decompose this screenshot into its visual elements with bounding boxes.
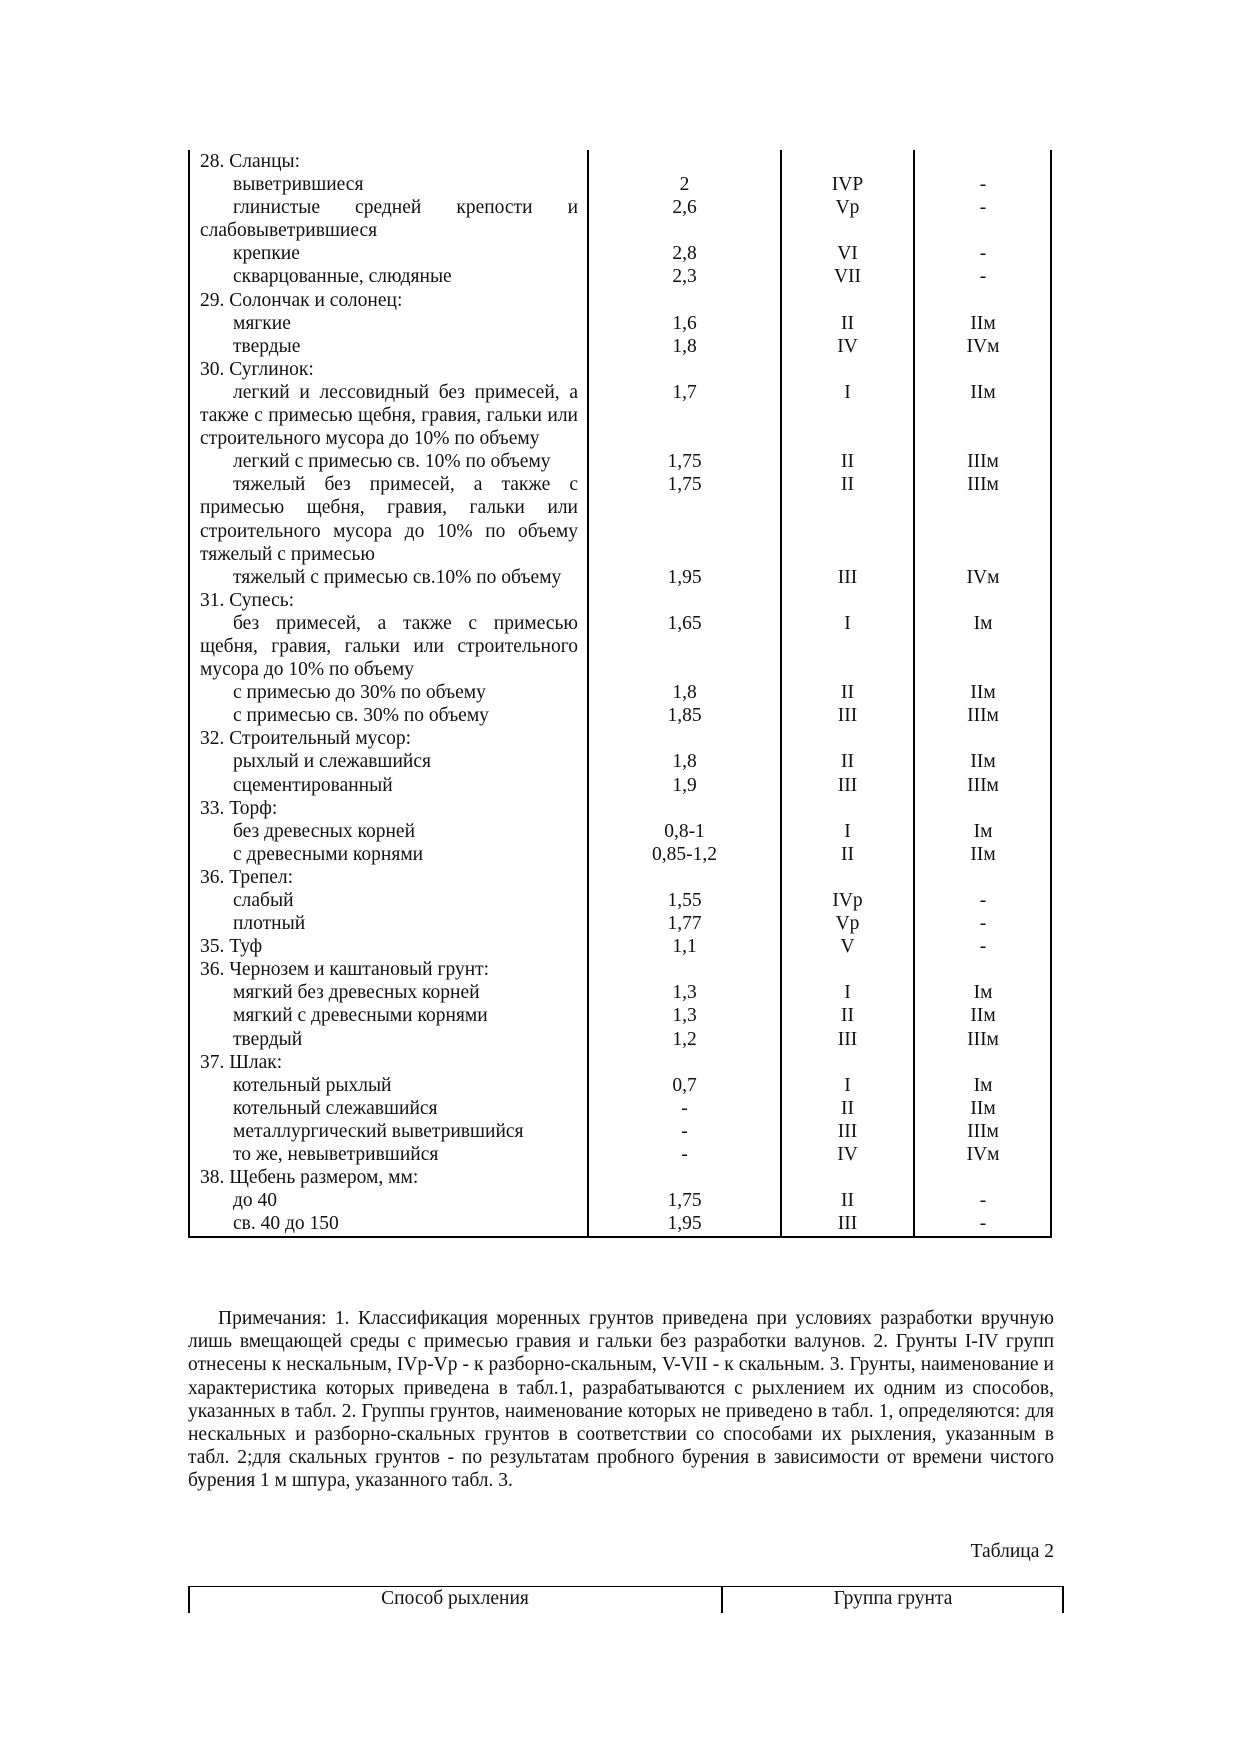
density-cell (588, 289, 781, 312)
density-cell: 0,7 (672, 1074, 697, 1096)
soil-name-cell: 32. Строительный мусор: (200, 728, 412, 750)
soil-classification-table (188, 150, 1052, 1235)
group-cell: II (841, 474, 854, 496)
soil-name-cell: твердый (233, 1028, 303, 1050)
table-row (188, 1004, 1052, 1027)
group-cell: II (841, 312, 854, 334)
group-m-cell: IIм (970, 843, 996, 865)
group-cell: III (837, 705, 858, 727)
group-cell: III (837, 1120, 858, 1142)
density-cell (588, 589, 781, 612)
density-cell: 1,75 (667, 474, 702, 496)
group-cell (781, 289, 914, 312)
density-cell (588, 358, 781, 381)
group-cell: II (841, 843, 854, 865)
group-m-cell (914, 1051, 1052, 1074)
soil-name-cell: мягкий с древесными корнями (233, 1005, 488, 1027)
group-m-cell: IIм (970, 1005, 996, 1027)
table-body (188, 150, 1052, 1235)
density-cell: 1,95 (667, 566, 702, 588)
table-row (188, 1074, 1052, 1097)
table-row (188, 797, 1052, 820)
group-m-cell: - (979, 243, 987, 265)
group-m-cell: IIм (970, 682, 996, 704)
soil-name-cell: без примесей, а также с примесью щебня, гравия, гальки или строительного мусора до 10% по объему (200, 612, 578, 681)
group-cell: VI (837, 243, 858, 265)
soil-name-cell: плотный (233, 913, 306, 935)
soil-name-cell: скварцованные, слюдяные (233, 266, 452, 288)
table-row (188, 681, 1052, 704)
group-cell (781, 150, 914, 173)
group-cell (781, 958, 914, 981)
table-row (188, 935, 1052, 958)
soil-name-cell: 29. Солончак и солонец: (200, 289, 403, 311)
group-m-cell: Iм (973, 612, 993, 634)
density-cell: 1,3 (672, 982, 697, 1004)
density-cell: 1,8 (672, 682, 697, 704)
group-m-cell: - (979, 197, 987, 219)
group-m-cell (914, 589, 1052, 612)
table-row (188, 820, 1052, 843)
group-cell: II (841, 1005, 854, 1027)
soil-name-cell: 28. Сланцы: (200, 151, 301, 172)
table-row (188, 981, 1052, 1004)
group-m-cell (914, 797, 1052, 820)
group-m-cell: IIIм (967, 1028, 999, 1050)
group-cell: I (844, 1074, 851, 1096)
table-row (188, 1166, 1052, 1189)
group-m-cell: - (979, 890, 987, 911)
table-row (188, 1120, 1052, 1143)
table-row (188, 1189, 1052, 1212)
group-m-cell: IIм (970, 1097, 996, 1119)
soil-name-cell: котельный рыхлый (233, 1074, 392, 1096)
density-cell: 1,77 (667, 913, 702, 935)
group-cell: VII (833, 266, 862, 288)
group-m-cell: - (979, 1190, 987, 1212)
group-m-cell: IIм (970, 751, 996, 773)
group-m-cell: IVм (966, 566, 1000, 588)
group-m-cell (914, 150, 1052, 173)
density-cell (588, 866, 781, 889)
group-cell: I (844, 982, 851, 1004)
table-row (188, 242, 1052, 265)
soil-name-cell: с примесью до 30% по объему (233, 682, 486, 704)
table-row (188, 1143, 1052, 1166)
group-cell: I (844, 381, 851, 403)
density-cell: 1,95 (667, 1213, 702, 1235)
group-m-cell: IIIм (967, 451, 999, 473)
density-cell (588, 727, 781, 750)
table-row (188, 289, 1052, 312)
density-cell (588, 1051, 781, 1074)
density-cell: 1,6 (672, 312, 697, 334)
density-cell (588, 150, 781, 173)
group-m-cell: - (979, 913, 987, 935)
density-cell: 1,85 (667, 705, 702, 727)
soil-name-cell: то же, невыветрившийся (233, 1144, 439, 1166)
table-row (188, 265, 1052, 288)
group-m-cell (914, 1166, 1052, 1189)
group-m-cell: IIIм (967, 474, 999, 496)
soil-name-cell: 35. Туф (200, 936, 263, 958)
density-cell: 1,1 (672, 936, 697, 958)
soil-name-cell: слабый (233, 890, 294, 911)
table-row (188, 473, 1052, 565)
group-cell: I (844, 820, 851, 842)
table-row (188, 958, 1052, 981)
density-cell (588, 1166, 781, 1189)
density-cell: 0,8-1 (664, 820, 705, 842)
table-row (188, 173, 1052, 196)
group-cell (781, 358, 914, 381)
group-m-cell (914, 727, 1052, 750)
soil-name-cell: 37. Шлак: (200, 1051, 283, 1073)
group-cell: V (840, 936, 855, 958)
group-cell (781, 727, 914, 750)
table-2-header (188, 1586, 1064, 1613)
soil-name-cell: 31. Супесь: (200, 589, 295, 611)
soil-name-cell: тяжелый с примесью св.10% по объему (233, 566, 562, 588)
group-m-cell: IIIм (967, 705, 999, 727)
group-cell: II (841, 751, 854, 773)
group-m-cell: - (979, 174, 987, 196)
group-cell: II (841, 451, 854, 473)
group-cell: III (837, 566, 858, 588)
table-row (188, 196, 1052, 242)
group-cell: III (837, 774, 858, 796)
table-row (188, 889, 1052, 912)
group-cell (781, 1166, 914, 1189)
soil-name-cell: св. 40 до 150 (233, 1213, 339, 1235)
soil-name-cell: твердые (233, 335, 301, 357)
density-cell (588, 797, 781, 820)
table-row (188, 704, 1052, 727)
table-row (188, 566, 1052, 589)
group-cell: III (837, 1028, 858, 1050)
table-2-caption: Таблица 2 (970, 1541, 1054, 1562)
soil-name-cell: котельный слежавшийся (233, 1097, 438, 1119)
table-row (188, 381, 1052, 450)
density-cell: 1,9 (672, 774, 697, 796)
density-cell: - (681, 1144, 688, 1166)
density-cell: 1,8 (672, 335, 697, 357)
soil-name-cell: без древесных корней (233, 820, 416, 842)
group-cell: IV (837, 1144, 858, 1166)
group-m-cell (914, 358, 1052, 381)
soil-name-cell: легкий и лессовидный без примесей, а также с примесью щебня, гравия, гальки или строительного мусора до 10% по объему (200, 381, 578, 450)
group-m-cell: IIIм (967, 774, 999, 796)
table-row (188, 843, 1052, 866)
table-row (188, 335, 1052, 358)
group-cell: IVP (831, 174, 864, 196)
group-m-cell: Iм (973, 982, 993, 1004)
soil-name-cell: мягкие (233, 312, 291, 334)
density-cell: 1,3 (672, 1005, 697, 1027)
density-cell: 2,8 (672, 243, 697, 265)
table-row (188, 912, 1052, 935)
soil-name-cell: с древесными корнями (233, 843, 424, 865)
group-cell: II (841, 1097, 854, 1119)
table-row (188, 589, 1052, 612)
table-row (188, 312, 1052, 335)
soil-name-cell: 36. Трепел: (200, 866, 294, 888)
group-m-cell: IVм (966, 1144, 1000, 1166)
soil-name-cell: металлургический выветрившийся (233, 1120, 524, 1142)
density-cell: 0,85-1,2 (652, 843, 717, 865)
density-cell: 1,7 (672, 381, 697, 403)
table-row (188, 866, 1052, 889)
soil-name-cell: мягкий без древесных корней (233, 982, 480, 1004)
group-m-cell: IVм (966, 335, 1000, 357)
group-cell: Vp (835, 197, 860, 219)
soil-name-cell: крепкие (233, 243, 300, 265)
soil-name-cell: легкий с примесью св. 10% по объему (233, 451, 551, 473)
group-cell: Vp (835, 913, 860, 935)
group-m-cell: IIм (970, 312, 996, 334)
group-cell: III (837, 1213, 858, 1235)
density-cell: 1,75 (667, 451, 702, 473)
soil-name-cell: до 40 (233, 1190, 278, 1212)
group-cell (781, 797, 914, 820)
table-row (188, 1051, 1052, 1074)
table-row (188, 612, 1052, 681)
group-m-cell: Iм (973, 1074, 993, 1096)
group-cell: II (841, 1190, 854, 1212)
density-cell: 1,75 (667, 1190, 702, 1212)
soil-name-cell: 33. Торф: (200, 797, 278, 819)
table-row (188, 1028, 1052, 1051)
density-cell: 1,55 (667, 890, 702, 911)
soil-name-cell: выветрившиеся (233, 174, 364, 196)
soil-name-cell: 30. Суглинок: (200, 358, 314, 380)
group-cell (781, 1051, 914, 1074)
group-cell (781, 866, 914, 889)
group-m-cell: IIм (970, 381, 996, 403)
density-cell: 1,65 (667, 612, 702, 634)
density-cell: - (681, 1097, 688, 1119)
group-m-cell (914, 866, 1052, 889)
group-m-cell: - (979, 1213, 987, 1235)
table-row (188, 727, 1052, 750)
table-row (188, 450, 1052, 473)
density-cell: 2 (679, 174, 690, 196)
group-m-cell: - (979, 266, 987, 288)
soil-name-cell: тяжелый без примесей, а также с примесью щебня, гравия, гальки или строительного мусора до 10% по объему тяжелый с примесью (200, 474, 578, 565)
table-notes: Примечания: 1. Классификация моренных грунтов приведена при условиях разработки вручную лишь вмещающей среды с примесью гравия и гальки без разработки валунов. 2. Грунты I-IV групп отнесены к нескальным, IVp-Vp - к разборно-скальным, V-VII - к скальным. 3. Грунты, наименование и характеристика которых приведена в табл.1, разрабатываются с рыхлением их одним из способов, указанных в табл. 2. Группы грунтов, наименование которых не приведено в табл. 1, определяются: для нескальных и разборно-скальных грунтов в соответствии со способами их рыхления, указанным в табл. 2;для скальных грунтов - по результатам пробного бурения в зависимости от времени чистого бурения 1 м шпура, указанного табл. 3. (188, 1308, 1054, 1492)
table-2-col-group: Группа грунта (833, 1588, 953, 1609)
soil-name-cell: рыхлый и слежавшийся (233, 751, 431, 773)
density-cell: 1,8 (672, 751, 697, 773)
group-m-cell (914, 289, 1052, 312)
table-row (188, 150, 1052, 173)
density-cell: 2,3 (672, 266, 697, 288)
table-row (188, 1212, 1052, 1235)
group-m-cell (914, 958, 1052, 981)
soil-name-cell: 38. Щебень размером, мм: (200, 1167, 419, 1189)
table-row (188, 750, 1052, 773)
soil-name-cell: сцементированный (233, 774, 393, 796)
table-border-bottom (188, 1236, 1052, 1238)
density-cell: 2,6 (672, 197, 697, 219)
group-cell: IV (837, 335, 858, 357)
soil-name-cell: с примесью св. 30% по объему (233, 705, 489, 727)
group-m-cell: Iм (973, 820, 993, 842)
density-cell: - (681, 1120, 688, 1142)
density-cell: 1,2 (672, 1028, 697, 1050)
table-row (188, 358, 1052, 381)
soil-name-cell: 36. Чернозем и каштановый грунт: (200, 959, 490, 981)
group-m-cell: - (979, 936, 987, 958)
group-cell: II (841, 682, 854, 704)
group-cell: I (844, 612, 851, 634)
density-cell (588, 958, 781, 981)
group-m-cell: IIIм (967, 1120, 999, 1142)
table-row (188, 1097, 1052, 1120)
table-row (188, 774, 1052, 797)
table-2-col-method: Способ рыхления (381, 1588, 529, 1609)
group-cell (781, 589, 914, 612)
soil-name-cell: глинистые средней крепости и слабовыветрившиеся (200, 197, 578, 242)
group-cell: IVp (832, 890, 863, 911)
